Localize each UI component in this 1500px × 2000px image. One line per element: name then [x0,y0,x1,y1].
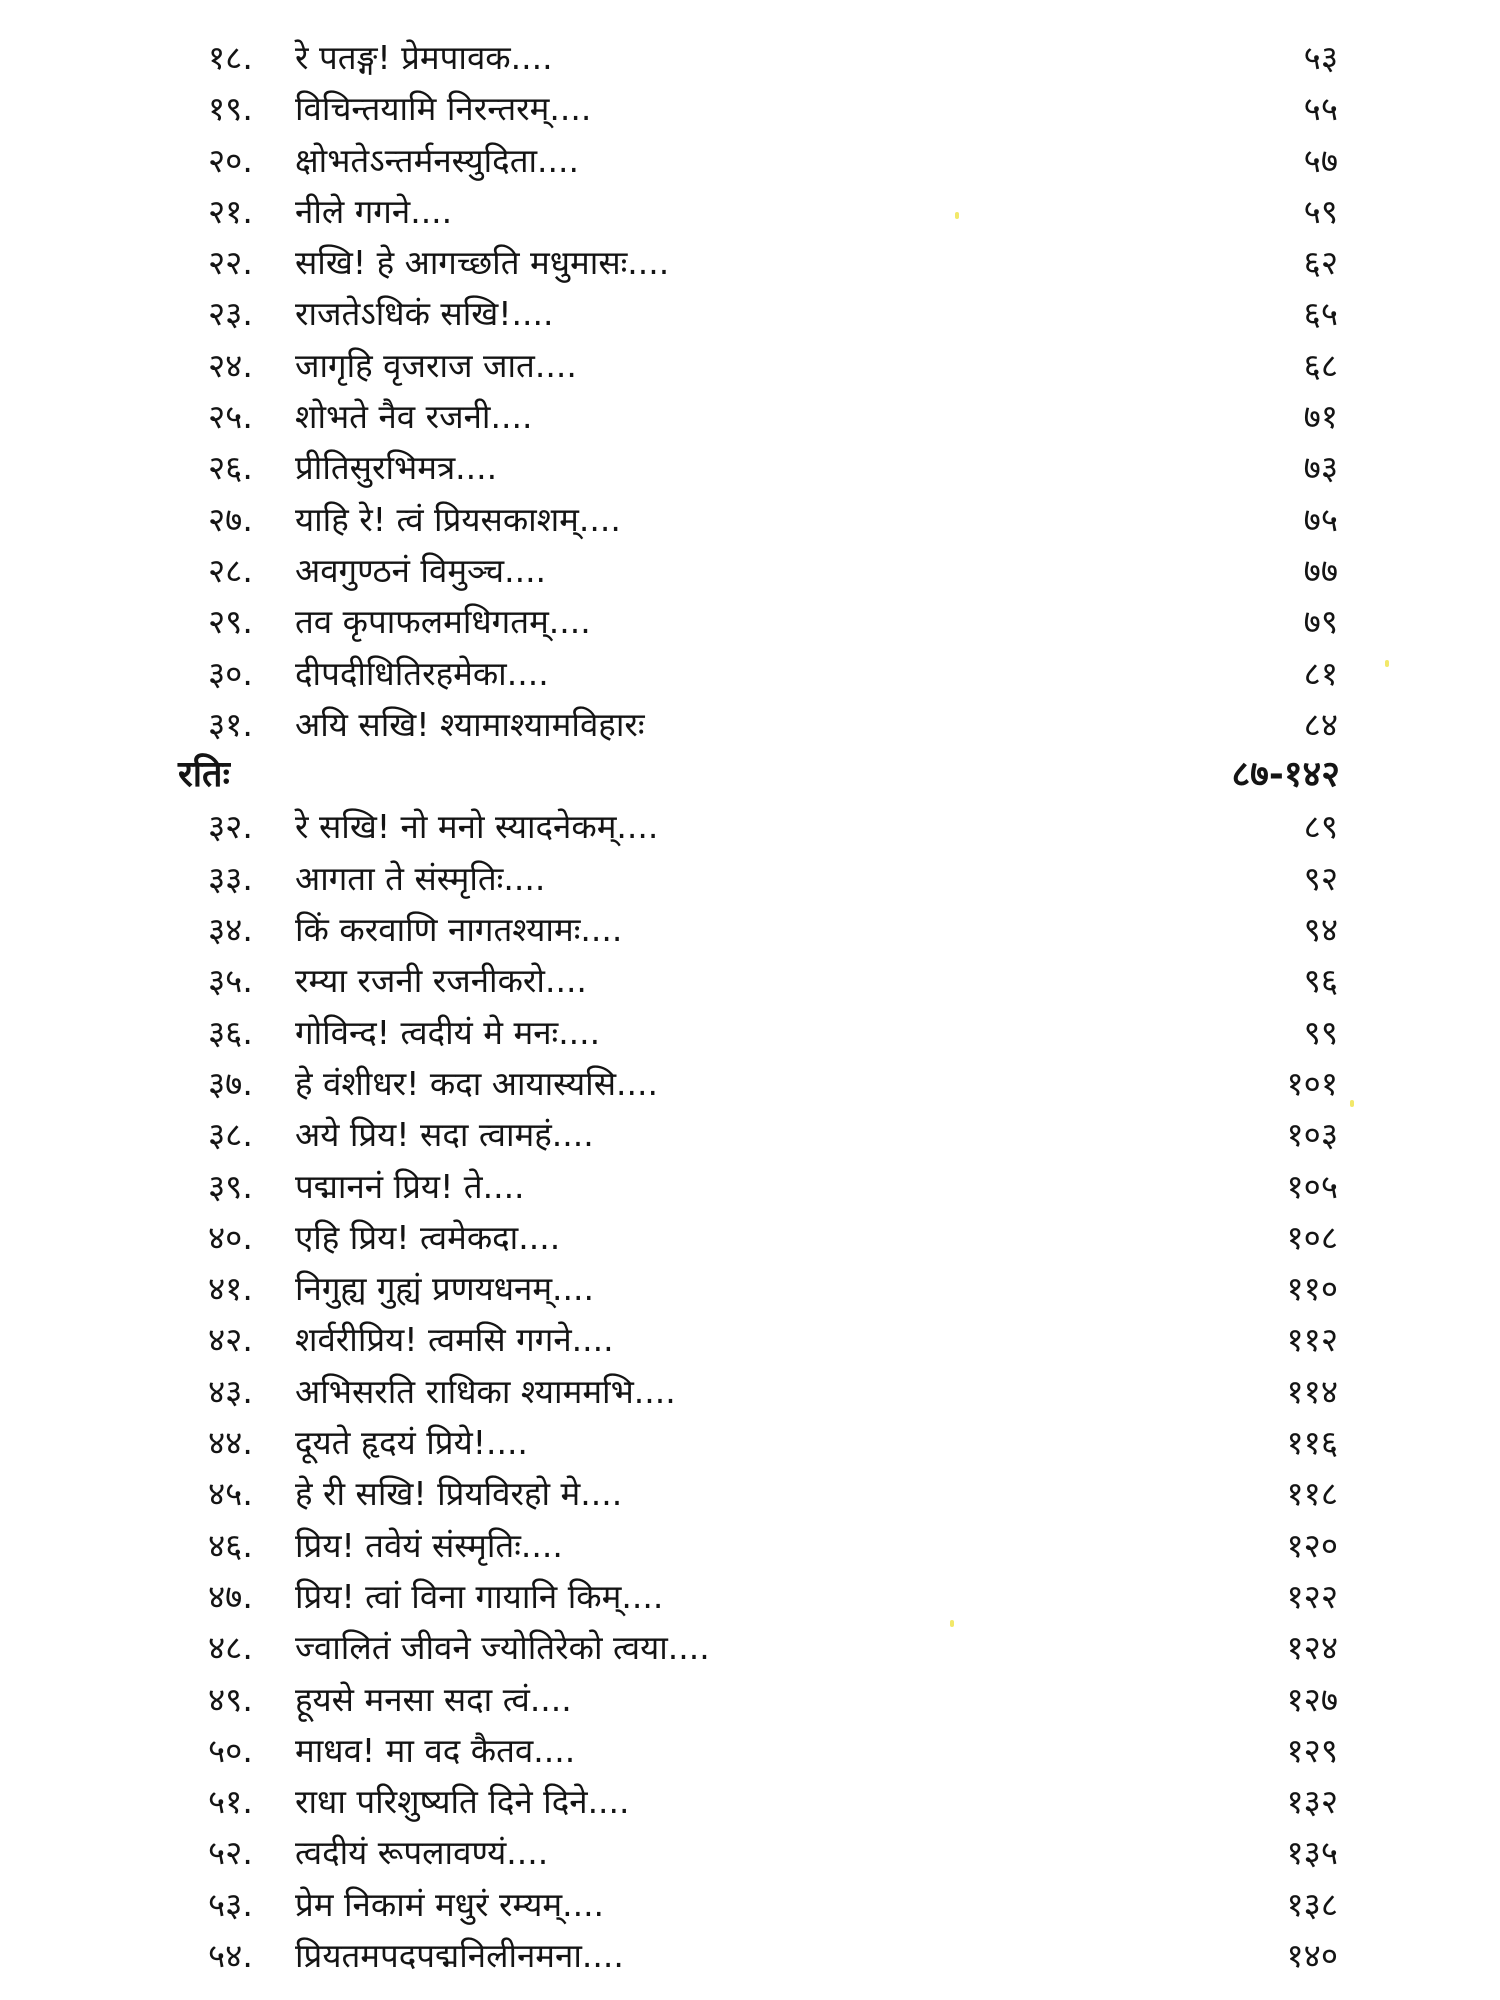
entry-page: ५३ [1303,38,1338,77]
toc-row [0,1520,1500,1571]
entry-page: १२२ [1286,1576,1338,1616]
entry-number: २३. [208,294,253,334]
entry-page: १०५ [1286,1166,1338,1206]
entry-page: १३८ [1286,1884,1338,1924]
toc-row [0,83,1500,134]
toc-row [0,699,1500,750]
scan-speck [1350,1100,1354,1107]
scan-speck [1385,660,1389,667]
entry-page: ६८ [1303,345,1338,385]
entry-page: ६२ [1303,243,1338,283]
entry-title: अवगुण्ठनं विमुञ्च.... [295,550,547,590]
entry-title: हूयसे मनसा सदा त्वं.... [295,1679,572,1719]
entry-number: १८. [208,38,253,77]
entry-page: ७३ [1303,448,1338,488]
toc-row [0,391,1500,442]
entry-title: जागृहि वृजराज जात.... [295,345,577,385]
entry-number: २०. [208,140,253,180]
entry-page: ११६ [1286,1423,1338,1463]
entry-title: प्रियतमपदपद्मनिलीनमना.... [295,1935,624,1975]
toc-row [0,1263,1500,1314]
toc-row [0,442,1500,493]
entry-title: राधा परिशुष्यति दिने दिने.... [295,1782,630,1822]
entry-page: १२० [1286,1525,1338,1565]
toc-row [0,340,1500,391]
entry-title: शर्वरीप्रिय! त्वमसि गगने.... [295,1320,614,1360]
entry-page: ११२ [1286,1320,1338,1360]
entry-title: गोविन्द! त्वदीयं मे मनः.... [295,1012,601,1052]
entry-number: १९. [208,89,253,129]
entry-title: सखि! हे आगच्छति मधुमासः.... [295,243,670,283]
scan-speck [955,212,959,219]
entry-page: ६५ [1303,294,1338,334]
entry-title: प्रेम निकामं मधुरं रम्यम्.... [295,1884,605,1924]
entry-number: २५. [208,397,253,437]
toc-row [0,1879,1500,1930]
entry-title: प्रिय! तवेयं संस्मृतिः.... [295,1525,563,1565]
toc-row [0,1109,1500,1160]
toc-row [0,1314,1500,1365]
entry-title: अये प्रिय! सदा त्वामहं.... [295,1115,594,1155]
entry-page: १३५ [1286,1833,1338,1873]
toc-row [0,288,1500,339]
entry-page: ८४ [1303,704,1338,744]
entry-page: १२४ [1286,1628,1338,1668]
entry-page: ७७ [1303,550,1338,590]
toc-row [0,135,1500,186]
entry-title: रम्या रजनी रजनीकरो.... [295,961,587,1001]
entry-page: ७१ [1303,397,1338,437]
toc-row [0,955,1500,1006]
entry-page: १०१ [1286,1063,1338,1103]
entry-number: ५०. [208,1730,253,1770]
section-heading: रतिः [178,754,230,796]
toc-row [0,237,1500,288]
entry-page: ७९ [1303,602,1338,642]
entry-page: ८१ [1303,653,1338,693]
entry-title: हे री सखि! प्रियविरहो मे.... [295,1474,623,1514]
entry-title: प्रिय! त्वां विना गायानि किम्.... [295,1576,664,1616]
entry-title: याहि रे! त्वं प्रियसकाशम्.... [295,499,621,539]
toc-row [0,32,1500,83]
table-of-contents [0,32,1500,1981]
entry-title: रे सखि! नो मनो स्यादनेकम्.... [295,807,659,847]
entry-page: १०८ [1286,1217,1338,1257]
entry-title: अभिसरति राधिका श्याममभि.... [295,1371,676,1411]
entry-title: माधव! मा वद कैतव.... [295,1730,576,1770]
entry-page: ११८ [1286,1474,1338,1514]
entry-title: शोभते नैव रजनी.... [295,397,533,437]
entry-page: ११४ [1286,1371,1338,1411]
entry-number: ३७. [208,1063,253,1103]
entry-title: नीले गगने.... [295,191,453,231]
toc-row [0,1058,1500,1109]
entry-number: ३३. [208,858,253,898]
entry-number: ४४. [208,1423,253,1463]
entry-page: १३२ [1286,1782,1338,1822]
entry-page: ८९ [1303,807,1338,847]
entry-number: ४३. [208,1371,253,1411]
entry-number: ३९. [208,1166,253,1206]
entry-page: ५७ [1303,140,1338,180]
entry-number: ४०. [208,1217,253,1257]
entry-title: अयि सखि! श्यामाश्यामविहारः [295,704,645,744]
entry-number: ३४. [208,910,253,950]
entry-page: ९६ [1303,961,1338,1001]
toc-row [0,1776,1500,1827]
entry-title: प्रीतिसुरभिमत्र.... [295,448,498,488]
entry-title: त्वदीयं रूपलावण्यं.... [295,1833,549,1873]
toc-row [0,1725,1500,1776]
entry-title: आगता ते संस्मृतिः.... [295,858,546,898]
toc-row [0,1161,1500,1212]
toc-row [0,596,1500,647]
entry-title: ज्वालितं जीवने ज्योतिरेको त्वया.... [295,1628,710,1668]
entry-number: ५३. [208,1884,253,1924]
entry-number: ४७. [208,1576,253,1616]
entry-title: पद्माननं प्रिय! ते.... [295,1166,525,1206]
entry-number: ३०. [208,653,253,693]
entry-title: क्षोभतेऽन्तर्मनस्युदिता.... [295,140,580,180]
entry-number: २६. [208,448,253,488]
entry-number: ३६. [208,1012,253,1052]
toc-row [0,545,1500,596]
toc-row [0,648,1500,699]
toc-row [0,1366,1500,1417]
entry-number: ३८. [208,1115,253,1155]
toc-row [0,904,1500,955]
entry-page: ११० [1286,1269,1338,1309]
entry-page: ७५ [1303,499,1338,539]
entry-number: ३१. [208,704,253,744]
entry-page: १२९ [1286,1730,1338,1770]
entry-number: २२. [208,243,253,283]
entry-title: एहि प्रिय! त्वमेकदा.... [295,1217,561,1257]
entry-number: ३५. [208,961,253,1001]
toc-row [0,801,1500,852]
entry-number: ५१. [208,1782,253,1822]
toc-row [0,1827,1500,1878]
entry-number: ५२. [208,1833,253,1873]
entry-number: ३२. [208,807,253,847]
entry-number: २४. [208,345,253,385]
toc-row [0,1674,1500,1725]
toc-row [0,1468,1500,1519]
entry-page: १४० [1286,1935,1338,1975]
entry-number: ४९. [208,1679,253,1719]
entry-number: ४२. [208,1320,253,1360]
entry-page: ५५ [1303,89,1338,129]
entry-page: ९२ [1303,858,1338,898]
entry-title: किं करवाणि नागतश्यामः.... [295,910,623,950]
toc-row [0,1571,1500,1622]
entry-number: ४६. [208,1525,253,1565]
entry-number: २१. [208,191,253,231]
entry-number: ४१. [208,1269,253,1309]
toc-row [0,186,1500,237]
toc-row [0,853,1500,904]
entry-page: ९९ [1303,1012,1338,1052]
scan-speck [950,1620,954,1627]
entry-number: २८. [208,550,253,590]
section-heading-row [0,750,1500,801]
entry-title: दीपदीधितिरहमेका.... [295,653,549,693]
entry-page: १०३ [1286,1115,1338,1155]
entry-number: ४८. [208,1628,253,1668]
entry-number: २७. [208,499,253,539]
entry-page: ५९ [1303,191,1338,231]
entry-title: राजतेऽधिकं सखि!.... [295,294,554,334]
toc-row [0,1417,1500,1468]
entry-title: दूयते हृदयं प्रिये!.... [295,1423,528,1463]
toc-row [0,1930,1500,1981]
entry-title: रे पतङ्ग! प्रेमपावक.... [295,38,553,77]
entry-title: निगुह्य गुह्यं प्रणयधनम्.... [295,1269,595,1309]
toc-row [0,1212,1500,1263]
entry-title: हे वंशीधर! कदा आयास्यसि.... [295,1063,658,1103]
entry-number: ४५. [208,1474,253,1514]
section-page-range: ८७-१४२ [1231,754,1340,796]
toc-row [0,1007,1500,1058]
toc-row [0,1622,1500,1673]
entry-number: २९. [208,602,253,642]
entry-number: ५४. [208,1935,253,1975]
toc-row [0,494,1500,545]
entry-page: ९४ [1303,910,1338,950]
entry-title: तव कृपाफलमधिगतम्.... [295,602,591,642]
entry-page: १२७ [1286,1679,1338,1719]
entry-title: विचिन्तयामि निरन्तरम्.... [295,89,592,129]
